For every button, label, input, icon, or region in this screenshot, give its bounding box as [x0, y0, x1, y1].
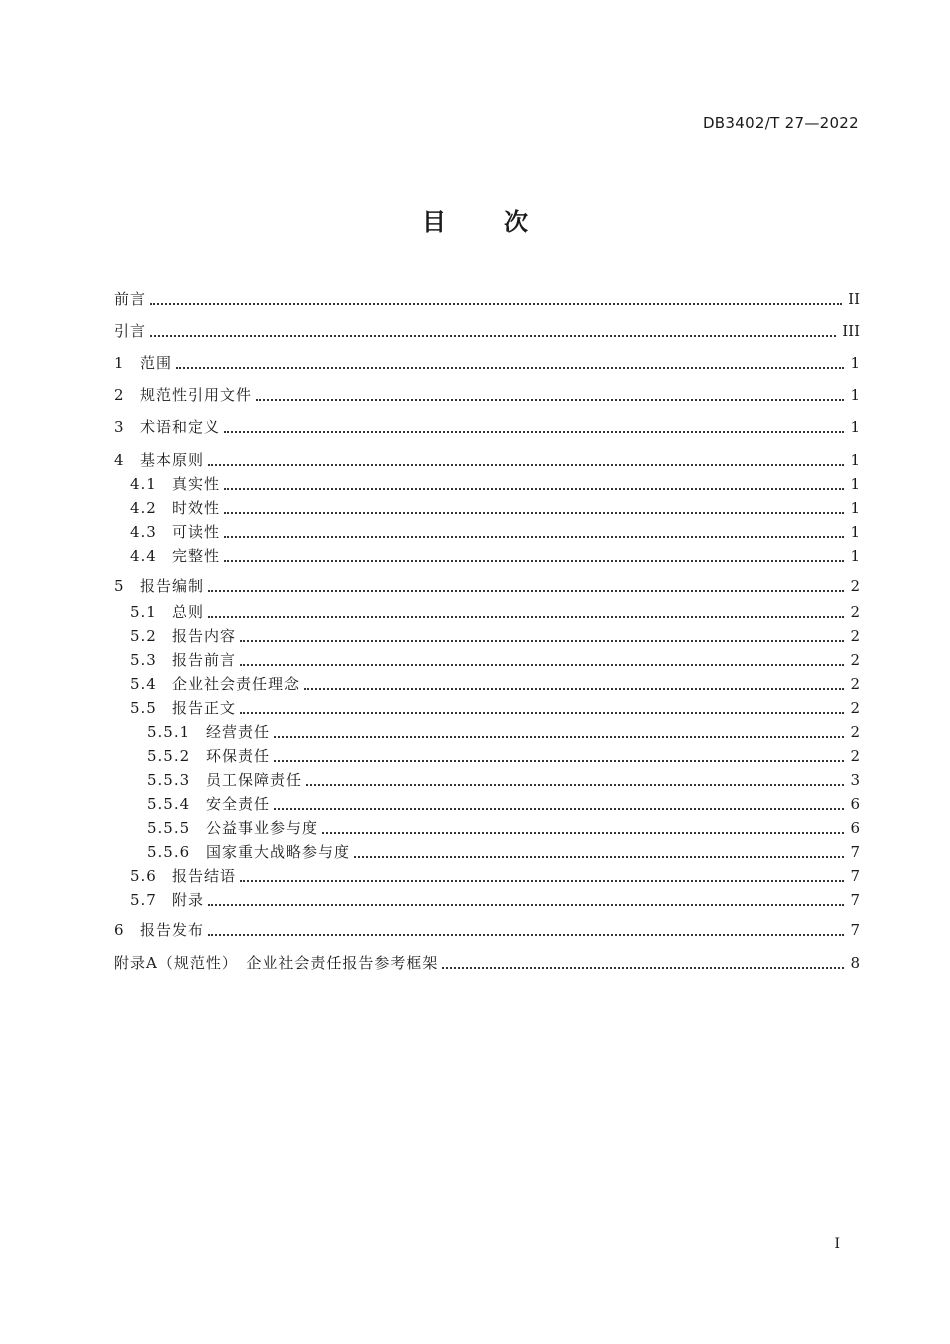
toc-entry-label: 附录 — [172, 891, 205, 909]
toc-entry-number: 5.1 — [130, 603, 157, 621]
toc-entry-number: 5.2 — [130, 627, 157, 645]
toc-entry-label: 报告结语 — [172, 867, 237, 885]
toc-entry-number: 3 — [114, 418, 125, 436]
toc-entry-number: 4.4 — [130, 547, 157, 565]
toc-entry-label: 国家重大战略参与度 — [206, 843, 351, 861]
toc-entry-number: 5.4 — [130, 675, 157, 693]
toc-entry-5-5-5[interactable] — [114, 817, 860, 839]
document-code: DB3402/T 27—2022 — [702, 114, 859, 132]
toc-entry-number: 5.5.4 — [147, 795, 191, 813]
toc-entry-label: 前言 — [114, 290, 147, 308]
toc-entry-5-7[interactable] — [114, 889, 860, 911]
toc-entry-label: 附录A（规范性） 企业社会责任报告参考框架 — [114, 954, 439, 972]
toc-entry-5-6[interactable] — [114, 865, 860, 887]
toc-leader-dots — [304, 686, 844, 690]
toc-entry-4-2[interactable] — [114, 497, 860, 519]
toc-leader-dots — [240, 878, 844, 882]
toc-entry-4-4[interactable] — [114, 545, 860, 567]
title-char-2: 次 — [504, 208, 528, 236]
toc-entry-label: 报告编制 — [140, 577, 205, 595]
toc-entry-number: 1 — [114, 354, 125, 372]
toc-entry-page: II — [848, 290, 860, 308]
toc-entry-page: 2 — [850, 651, 860, 669]
toc-entry-label: 安全责任 — [206, 795, 271, 813]
toc-entry-page: 1 — [850, 499, 860, 517]
toc-entry-page: III — [842, 322, 860, 340]
toc-entry-6[interactable] — [114, 919, 860, 941]
toc-entry-label: 总则 — [172, 603, 205, 621]
toc-entry-page: 1 — [850, 386, 860, 404]
toc-entry-page: 1 — [850, 547, 860, 565]
toc-entry-label: 基本原则 — [140, 451, 205, 469]
toc-entry-page: 1 — [850, 523, 860, 541]
toc-entry-label: 可读性 — [172, 523, 221, 541]
toc-entry-number: 5.5.6 — [147, 843, 191, 861]
toc-entry-5-5-4[interactable] — [114, 793, 860, 815]
toc-entry-number: 4.3 — [130, 523, 157, 541]
toc-leader-dots — [240, 662, 844, 666]
toc-entry-number: 5.5.5 — [147, 819, 191, 837]
toc-entry-5-5-3[interactable] — [114, 769, 860, 791]
toc-leader-dots — [224, 429, 844, 433]
toc-entry-page: 2 — [850, 675, 860, 693]
table-of-contents — [114, 0, 860, 1000]
toc-leader-dots — [274, 734, 844, 738]
title-char-1: 目 — [422, 208, 446, 236]
toc-entry-4-1[interactable] — [114, 473, 860, 495]
toc-leader-dots — [442, 965, 844, 969]
toc-entry-page: 3 — [850, 771, 860, 789]
toc-entry-page: 2 — [850, 603, 860, 621]
toc-leader-dots — [208, 932, 844, 936]
toc-leader-dots — [224, 486, 844, 490]
toc-leader-dots — [240, 638, 844, 642]
toc-entry-page: 6 — [850, 819, 860, 837]
toc-leader-dots — [208, 588, 844, 592]
toc-leader-dots — [208, 902, 844, 906]
toc-entry-3[interactable] — [114, 416, 860, 438]
toc-entry-label: 报告前言 — [172, 651, 237, 669]
toc-entry-5-5-2[interactable] — [114, 745, 860, 767]
toc-entry-appendix-a[interactable] — [114, 952, 860, 974]
toc-entry-introduction[interactable] — [114, 320, 860, 342]
toc-leader-dots — [208, 462, 844, 466]
toc-entry-5-1[interactable] — [114, 601, 860, 623]
toc-entry-page: 6 — [850, 795, 860, 813]
toc-entry-page: 2 — [850, 747, 860, 765]
toc-entry-page: 7 — [850, 843, 860, 861]
toc-entry-page: 8 — [850, 954, 860, 972]
toc-entry-page: 2 — [850, 723, 860, 741]
toc-entry-number: 5.7 — [130, 891, 157, 909]
toc-entry-page: 7 — [850, 921, 860, 939]
toc-leader-dots — [224, 558, 844, 562]
toc-leader-dots — [150, 301, 842, 305]
toc-leader-dots — [322, 830, 844, 834]
toc-entry-4[interactable] — [114, 449, 860, 471]
toc-entry-4-3[interactable] — [114, 521, 860, 543]
toc-leader-dots — [354, 854, 844, 858]
toc-entry-number: 6 — [114, 921, 125, 939]
toc-entry-page: 2 — [850, 627, 860, 645]
toc-entry-label: 报告发布 — [140, 921, 205, 939]
toc-leader-dots — [240, 710, 844, 714]
toc-entry-page: 1 — [850, 418, 860, 436]
toc-leader-dots — [150, 333, 836, 337]
toc-entry-number: 2 — [114, 386, 125, 404]
toc-entry-label: 报告正文 — [172, 699, 237, 717]
toc-entry-page: 1 — [850, 354, 860, 372]
toc-entry-5-3[interactable] — [114, 649, 860, 671]
toc-entry-label: 经营责任 — [206, 723, 271, 741]
toc-entry-number: 5.6 — [130, 867, 157, 885]
toc-entry-number: 4.1 — [130, 475, 157, 493]
toc-leader-dots — [256, 397, 844, 401]
toc-entry-label: 公益事业参与度 — [206, 819, 319, 837]
toc-entry-1[interactable] — [114, 352, 860, 374]
toc-entry-label: 完整性 — [172, 547, 221, 565]
toc-entry-5-5-6[interactable] — [114, 841, 860, 863]
toc-entry-label: 环保责任 — [206, 747, 271, 765]
toc-entry-number: 5.5.2 — [147, 747, 191, 765]
toc-entry-number: 5.5.1 — [147, 723, 191, 741]
toc-entry-5-2[interactable] — [114, 625, 860, 647]
toc-entry-page: 7 — [850, 891, 860, 909]
toc-entry-5[interactable] — [114, 575, 860, 597]
toc-leader-dots — [306, 782, 844, 786]
toc-entry-foreword[interactable] — [114, 288, 860, 310]
toc-entry-number: 5 — [114, 577, 125, 595]
toc-entry-number: 5.5.3 — [147, 771, 191, 789]
toc-entry-label: 引言 — [114, 322, 147, 340]
toc-entry-number: 5.5 — [130, 699, 157, 717]
toc-entry-5-4[interactable] — [114, 673, 860, 695]
toc-entry-label: 真实性 — [172, 475, 221, 493]
toc-entry-number: 4.2 — [130, 499, 157, 517]
page-number: I — [834, 1236, 840, 1252]
toc-entry-label: 规范性引用文件 — [140, 386, 253, 404]
toc-entry-page: 1 — [850, 475, 860, 493]
toc-leader-dots — [274, 758, 844, 762]
toc-leader-dots — [208, 614, 844, 618]
toc-entry-label: 员工保障责任 — [206, 771, 303, 789]
toc-leader-dots — [274, 806, 844, 810]
toc-entry-page: 1 — [850, 451, 860, 469]
toc-leader-dots — [176, 365, 844, 369]
toc-entry-label: 术语和定义 — [140, 418, 221, 436]
toc-entry-page: 2 — [850, 699, 860, 717]
toc-entry-label: 报告内容 — [172, 627, 237, 645]
toc-entry-label: 范围 — [140, 354, 173, 372]
toc-entry-page: 7 — [850, 867, 860, 885]
toc-entry-page: 2 — [850, 577, 860, 595]
toc-entry-5-5-1[interactable] — [114, 721, 860, 743]
toc-entry-label: 企业社会责任理念 — [172, 675, 301, 693]
toc-entry-5-5[interactable] — [114, 697, 860, 719]
toc-entry-number: 4 — [114, 451, 125, 469]
toc-entry-label: 时效性 — [172, 499, 221, 517]
toc-leader-dots — [224, 510, 844, 514]
toc-entry-number: 5.3 — [130, 651, 157, 669]
toc-leader-dots — [224, 534, 844, 538]
toc-entry-2[interactable] — [114, 384, 860, 406]
